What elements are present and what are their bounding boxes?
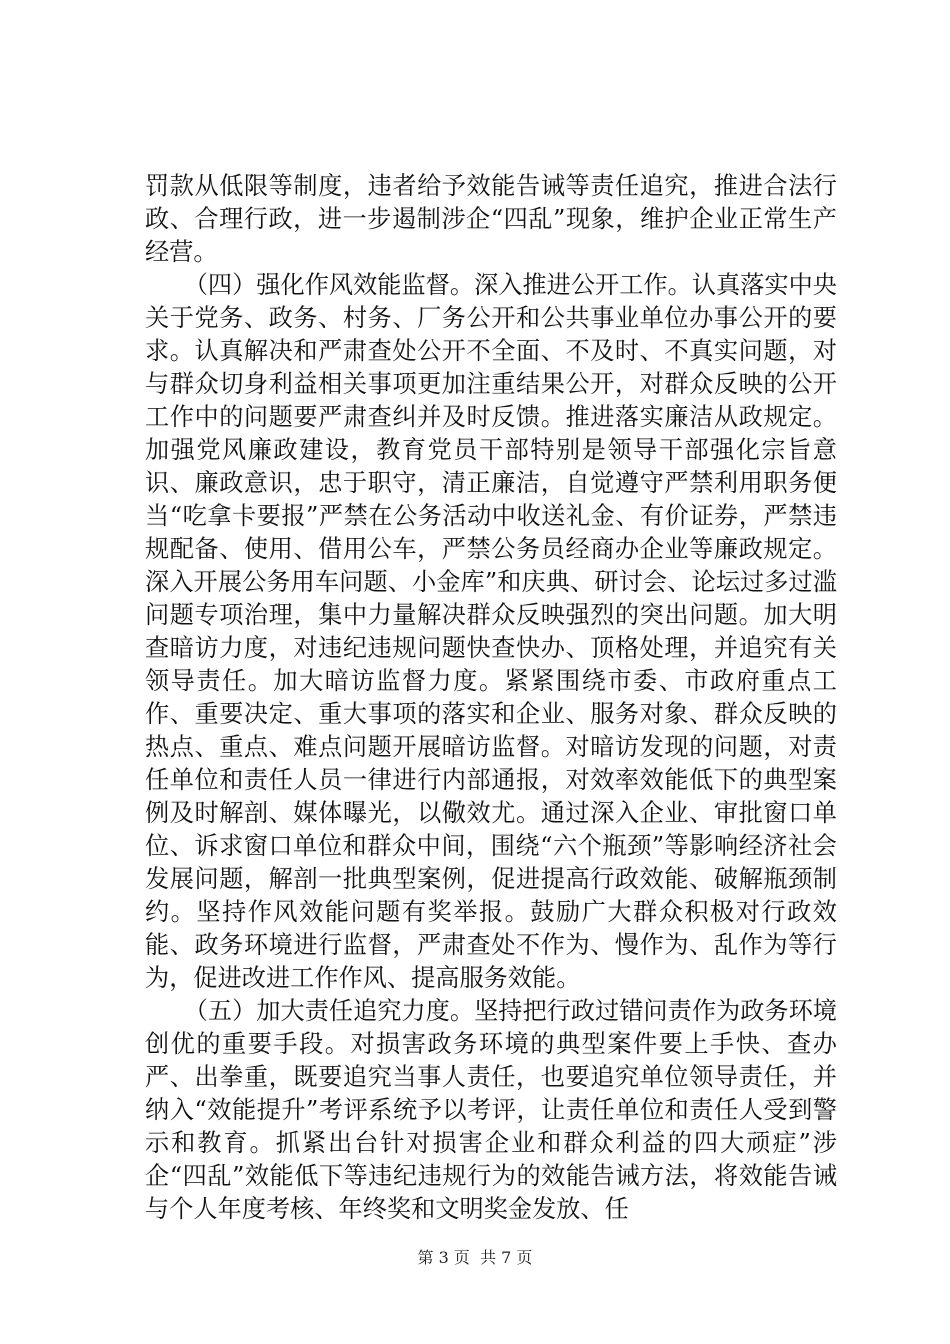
body-paragraph: 罚款从低限等制度，违者给予效能告诫等责任追究，推进合法行政、合理行政，进一步遏制涉企“四乱”现象，维护企业正常生产经营。 <box>145 172 837 266</box>
body-paragraph: （四）强化作风效能监督。深入推进公开工作。认真落实中央关于党务、政务、村务、厂务公开和公共事业单位办事公开的要求。认真解决和严肃查处公开不全面、不及时、不真实问题，对与群众切身利益相关事项更加注重结果公开，对群众反映的公开工作中的问题要严肃查纠并及时反馈。推进落实廉洁从政规定。加强党风廉政建设，教育党员干部特别是领导干部强化宗旨意识、廉政意识，忠于职守，清正廉洁，自觉遵守严禁利用职务便当“吃拿卡要报”严禁在公务活动中收送礼金、有价证券，严禁违规配备、使用、借用公车，严禁公务员经商办企业等廉政规定。深入开展公务用车问题、小金库”和庆典、研讨会、论坛过多过滥问题专项治理，集中力量解决群众反映强烈的突出问题。加大明查暗访力度，对违纪违规问题快查快办、顶格处理，并追究有关领导责任。加大暗访监督力度。紧紧围绕市委、市政府重点工作、重要决定、重大事项的落实和企业、服务对象、群众反映的热点、重点、难点问题开展暗访监督。对暗访发现的问题，对责任单位和责任人员一律进行内部通报，对效率效能低下的典型案例及时解剖、媒体曝光，以儆效尤。通过深入企业、审批窗口单位、诉求窗口单位和群众中间，围绕“六个瓶颈”等影响经济社会发展问题，解剖一批典型案例，促进提高行政效能、破解瓶颈制约。坚持作风效能问题有奖举报。鼓励广大群众积极对行政效能、政务环境进行监督，严肃查处不作为、慢作为、乱作为等行为，促进改进工作作风、提高服务效能。 <box>145 271 837 992</box>
page-footer: 第 3 页 共 7 页 <box>417 1248 533 1267</box>
document-body <box>145 170 837 1226</box>
body-paragraph: （五）加大责任追究力度。坚持把行政过错问责作为政务环境创优的重要手段。对损害政务环境的典型案件要上手快、查办严、出拳重，既要追究当事人责任，也要追究单位领导责任，并纳入“效能提升”考评系统予以考评，让责任单位和责任人受到警示和教育。抓紧出台针对损害企业和群众利益的四大顽症”涉企“四乱”效能低下等违纪违规行为的效能告诫方法，将效能告诫与个人年度考核、年终奖和文明奖金发放、任 <box>145 997 837 1223</box>
